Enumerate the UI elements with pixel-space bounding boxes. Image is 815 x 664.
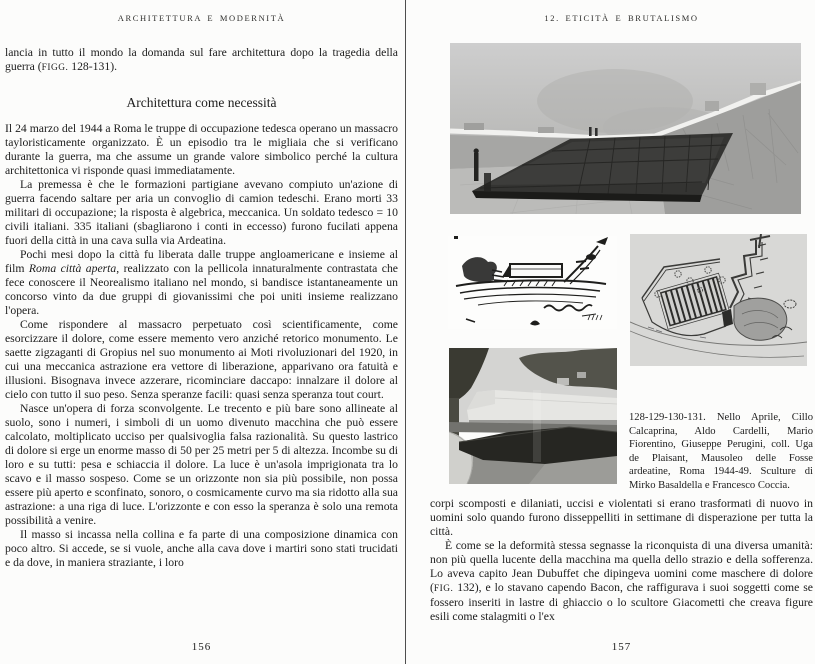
paragraph: Come rispondere al massacro perpetuato così scientificamente, come esorcizzare il dolore, come essere memento vero anziché retorico monumento. Le saette zigzaganti di Gropius nel suo monumento ai Moti rivoluzionari del 1920, in cui una meccanica astrazione era vettore di liberazione, apparivano ora fatuità e illusioni. Bisognava invece azzerare, ricominciare daccapo: innalzare il dolore al cielo con tutto il suo peso. Senza speranze facili: quasi senza speranza tout court. <box>5 318 398 401</box>
exterior-photo-figure <box>449 348 617 484</box>
paragraph: Pochi mesi dopo la città fu liberata dalle truppe angloamericane e insieme al film Roma città aperta, realizzato con la pellicola innaturalmente contrastata che fece conoscere il Neorealismo italiano nel mondo, si bandisce istantaneamente un concorso vinto da due gruppi di giovanissimi che poi uniti insieme realizzano l'opera. <box>5 248 398 317</box>
interior-photo-figure <box>450 43 801 214</box>
left-intro-paragraph <box>5 46 398 75</box>
right-running-header: 12. ETICITÀ E BRUTALISMO <box>544 13 699 23</box>
paragraph: Nasce un'opera di forza sconvolgente. Le trecento e più bare sono allineate al suolo, sono i numeri, i simboli di un uomo divenuto macchina che può essere calcolato, moltiplicato ucciso per qualsivoglia falsa razionalità. Su questo lastrico di dolore si erge un enorme masso di 50 per 25 metri per 5 di altezza. Incombe su di loro e su tutti: pesa e schiaccia il dolore. La luce è un'asola imprigionata tra lo scavo e il masso sospeso. Come se un orizzonte non sia più possibile, non possa essere più aperto e sconfinato, sonoro, o cosmicamente curvo ma sia ridotto alla sua astrazione: a una riga di luce. L'orizzonte e con esso la speranza è solo una remota possibilità a venire. <box>5 402 398 527</box>
page-gutter-divider <box>405 0 406 664</box>
figure-caption: 128-129-130-131. Nello Aprile, Cillo Calcaprina, Aldo Cardelli, Mario Fiorentino, Giuseppe Perugini, coll. Uga de Plaisant, Mausoleo delle Fosse ardeatine, Roma 1944-49. Sculture di Mirko Basaldella e Francesco Coccia. <box>629 412 813 491</box>
paragraph: È come se la deformità stessa segnasse la riconquista di una diversa umanità: non più quella lucente della macchina ma quella dello strazio e della sofferenza. Lo aveva capito Jean Dubuffet che dipingeva uomini come maschere di dolore (FIG. 132), e lo stavano capendo Bacon, che raffigurava i suoi soggetti come se fossero inseriti in lastre di ghiaccio o lo scultore Giacometti che creava figure esili come stalagmiti o l'ex <box>430 539 813 623</box>
paragraph: corpi scomposti e dilaniati, uccisi e violentati si erano trasformati di nuovo in uomini solo quando furono disseppelliti in settimane di disperazione per tutta la città. <box>430 497 813 538</box>
paragraph: lancia in tutto il mondo la domanda sul fare architettura dopo la tragedia della guerra (FIGG. 128-131). <box>5 46 398 73</box>
section-heading: Architettura come necessità <box>126 95 277 110</box>
paragraph: Il masso si incassa nella collina e fa parte di una composizione dinamica con poco altro. Si accede, se si vuole, anche alla cava dove i martiri sono stati trucidati e da dove, in maniera straziante, i loro <box>5 528 398 569</box>
paragraph: La premessa è che le formazioni partigiane avevano compiuto un'azione di guerra facendo saltare per aria un convoglio di camion tedeschi. Erano morti 33 militari di occupazione; la risposta è algebrica, meccanica. Un soldato tedesco = 10 civili italiani. 335 italiani (sbagliarono i conti in eccesso) furono fucilati appena fuori della città in una cava sulla via Ardeatina. <box>5 178 398 247</box>
left-body-text <box>5 122 398 570</box>
site-plan-figure <box>630 234 807 366</box>
left-running-header: ARCHITETTURA E MODERNITÀ <box>117 13 286 23</box>
left-page-number: 156 <box>191 641 212 653</box>
right-page-number: 157 <box>611 641 632 653</box>
sketch-drawing-figure <box>448 236 617 329</box>
paragraph: Il 24 marzo del 1944 a Roma le truppe di occupazione tedesca operano un massacro tayloristicamente organizzato. È un episodio tra le migliaia che si verificano durante la guerra, ma che assume un grande valore simbolico perché la cultura architettonica vi risponde quasi immediatamente. <box>5 122 398 177</box>
right-body-text <box>430 497 813 624</box>
